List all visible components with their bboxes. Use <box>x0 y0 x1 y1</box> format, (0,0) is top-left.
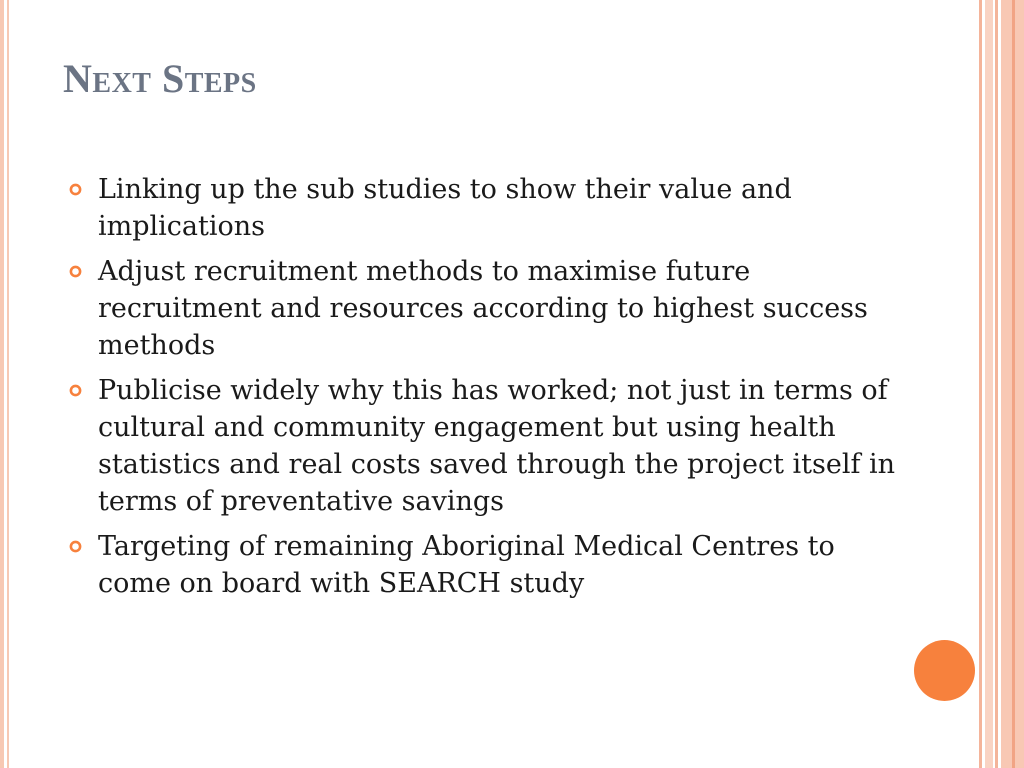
bullet-circle-icon <box>69 540 82 553</box>
bullet-item <box>66 528 896 602</box>
bullet-text: Targeting of remaining Aboriginal Medical Centres to come on board with SEARCH study <box>98 531 835 599</box>
bullet-text: Publicise widely why this has worked; not just in terms of cultural and community engagement but using health statistics and real costs saved through the project itself in terms of preventative savings <box>98 375 896 517</box>
bullet-circle-icon <box>69 183 82 196</box>
bullet-item <box>66 253 896 364</box>
bullet-circle-icon <box>69 265 82 278</box>
bullet-item <box>66 171 896 245</box>
bullet-circle-icon <box>69 384 82 397</box>
bullet-item <box>66 372 896 520</box>
bullet-list <box>66 171 896 610</box>
bullet-text: Linking up the sub studies to show their value and implications <box>98 174 792 242</box>
slide-title: Next Steps <box>63 56 257 101</box>
decorative-orange-circle <box>914 640 975 701</box>
bullet-text: Adjust recruitment methods to maximise future recruitment and resources according to highest success methods <box>98 256 868 361</box>
